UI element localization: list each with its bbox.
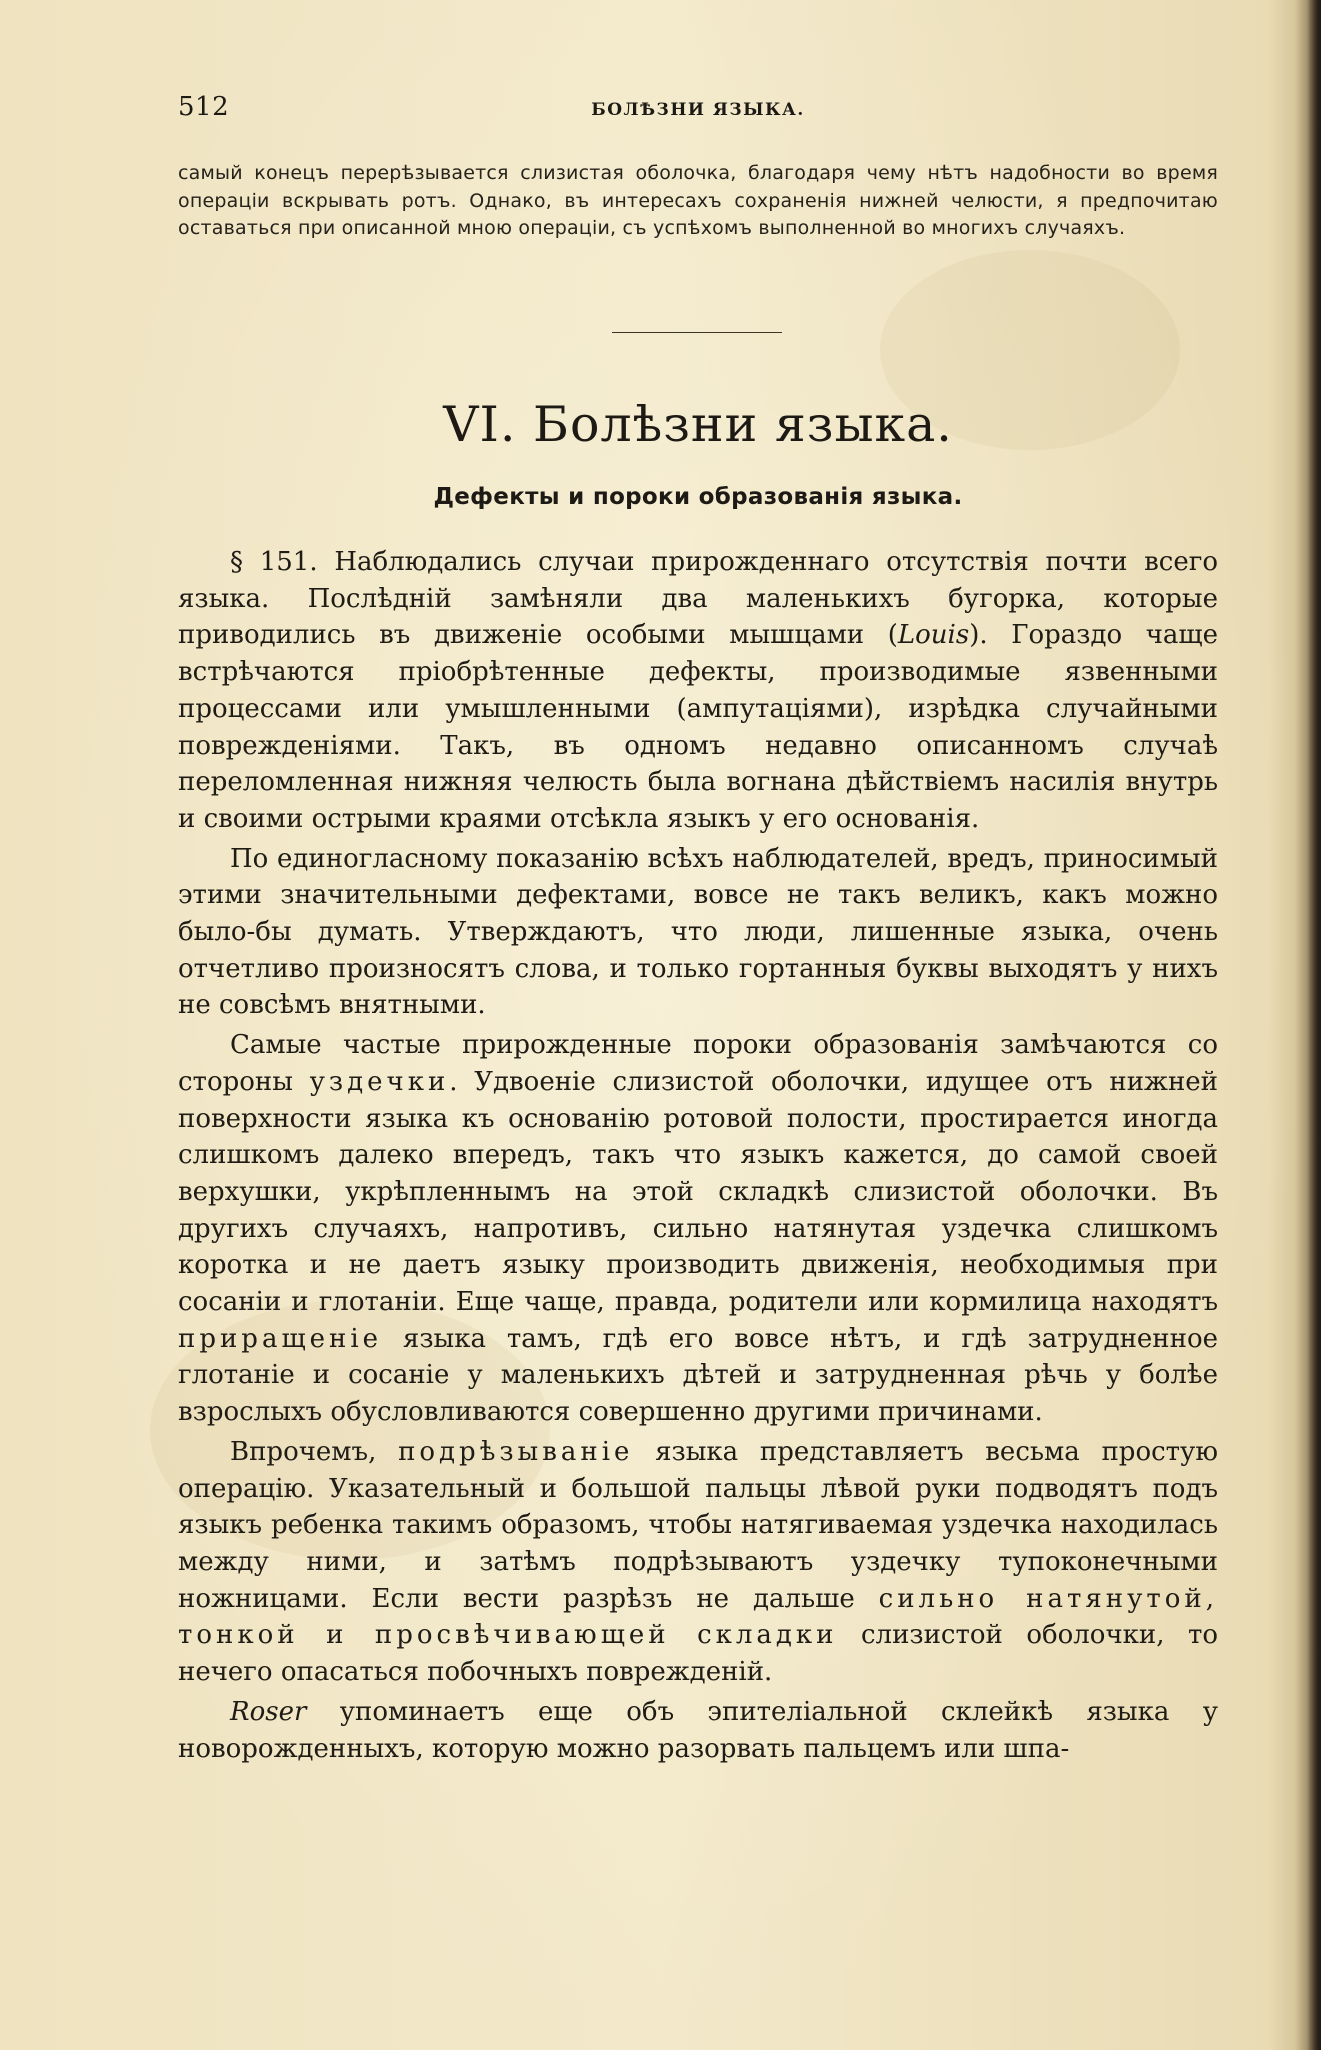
paragraph-text: ). Гораздо чаще встрѣчаются пріобрѣтенные дефекты, производимые язвенными процессами или умышленными (ампутаціями), изрѣдка случайными поврежденіями. Такъ, въ одномъ недавно описанномъ случаѣ переломленная нижняя челюсть была вогнана дѣйствіемъ насилія внутрь и своими острыми краями отсѣкла языкъ у его основанія. xyxy=(178,620,1218,834)
paragraph-text: языка представляетъ весьма простую операцію. Указательный и большой пальцы лѣвой руки подводятъ подъ языкъ ребенка такимъ образомъ, чтобы натягиваемая уздечка находилась между ними, и затѣмъ подрѣзываютъ уздечку тупоконечными ножницами. Если вести разрѣзъ не дальше xyxy=(178,1436,1218,1614)
paragraph xyxy=(178,1434,1218,1691)
paragraph-text: Впрочемъ, xyxy=(230,1436,399,1467)
page-edge-shadow xyxy=(1307,0,1321,2050)
emphasized-term: сильно натянутой, тонкой и просвѣчивающей складки xyxy=(178,1583,1218,1651)
paragraph-151 xyxy=(178,544,1218,838)
author-name: Louis xyxy=(897,620,970,651)
emphasized-term: подрѣзываніе xyxy=(398,1436,634,1467)
carry-over-paragraph: самый конецъ перерѣзывается слизистая оболочка, благодаря чему нѣтъ надобности во время операціи вскрывать ротъ. Однако, въ интересахъ сохраненія нижней челюсти, я предпочитаю оставаться при описанной мною операціи, съ успѣхомъ выполненной во многихъ случаяхъ. xyxy=(178,162,1218,239)
chapter-title: VI. Болѣзни языка. xyxy=(443,396,953,453)
paragraph xyxy=(178,1694,1218,1767)
running-head: БОЛѢЗНИ ЯЗЫКА. xyxy=(591,100,805,120)
section-heading: Дефекты и пороки образованія языка. xyxy=(433,484,963,510)
paragraph-text: Самые частые прирожденные пороки образованія замѣчаются со стороны xyxy=(178,1030,1218,1097)
section-divider xyxy=(612,332,782,333)
paragraph-text: упоминаетъ еще объ эпителіальной склейкѣ языка у новорожденныхъ, которую можно разорвать пальцемъ или шпа- xyxy=(178,1696,1218,1764)
body-text xyxy=(178,544,1218,1770)
author-name: Roser xyxy=(230,1696,307,1727)
paragraph xyxy=(178,1027,1218,1431)
page-number: 512 xyxy=(178,92,230,122)
paragraph xyxy=(178,841,1218,1025)
paragraph-text: § 151. Наблюдались случаи прирожденнаго отсутствія почти всего языка. Послѣдній замѣняли два маленькихъ бугорка, которые приводились въ движеніе особыми мышцами ( xyxy=(178,547,1218,651)
paragraph-text: . Удвоеніе слизистой оболочки, идущее отъ нижней поверхности языка къ основанію ротовой полости, простирается иногда слишкомъ далеко впередъ, такъ что языкъ кажется, до самой своей верхушки, укрѣпленнымъ на этой складкѣ слизистой оболочки. Въ другихъ случаяхъ, напротивъ, сильно натянутая уздечка слишкомъ коротка и не даетъ языку производить движенія, необходимыя при сосаніи и глотаніи. Еще чаще, правда, родители или кормилица находятъ xyxy=(178,1066,1219,1318)
paragraph-text: По единогласному показанію всѣхъ наблюдателей, вредъ, приносимый этими значительными дефектами, вовсе не такъ великъ, какъ можно было-бы думать. Утверждаютъ, что люди, лишенные языка, очень отчетливо произносятъ слова, и только гортанныя буквы выходятъ у нихъ не совсѣмъ внятными. xyxy=(178,843,1218,1021)
paragraph-text: языка тамъ, гдѣ его вовсе нѣтъ, и гдѣ затрудненное глотаніе и сосаніе у маленькихъ дѣтей и затрудненная рѣчь у болѣе взрослыхъ обусловливаются совершенно другими причинами. xyxy=(178,1323,1218,1428)
emphasized-term: приращеніе xyxy=(178,1323,383,1354)
paragraph-text: слизистой оболочки, то нечего опасаться побочныхъ поврежденій. xyxy=(178,1620,1219,1688)
page-header xyxy=(178,92,1218,132)
emphasized-term: уздечки xyxy=(309,1066,450,1097)
